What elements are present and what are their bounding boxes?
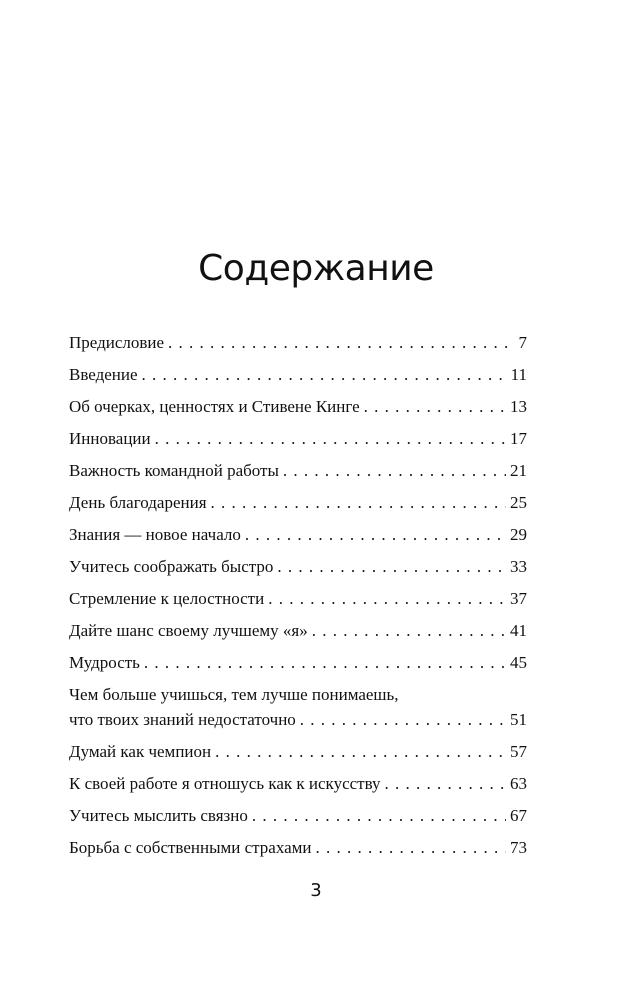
toc-dot-leader <box>215 739 506 764</box>
toc-dot-leader <box>245 522 506 547</box>
toc-entry <box>69 650 527 682</box>
toc-entry <box>69 490 527 522</box>
toc-dot-leader <box>364 394 506 419</box>
toc-entry-title: Учитесь соображать быстро <box>69 557 274 576</box>
toc-dot-leader <box>316 835 506 860</box>
toc-entry-title: Знания — новое начало <box>69 525 241 544</box>
toc-entry-page: 21 <box>510 461 527 480</box>
toc-entry <box>69 362 527 394</box>
toc-entry-page: 57 <box>510 742 527 761</box>
toc-dot-leader <box>144 650 506 675</box>
toc-entry-page: 45 <box>510 653 527 672</box>
toc-entry-title: Введение <box>69 365 138 384</box>
toc-entry <box>69 554 527 586</box>
toc-dot-leader <box>283 458 506 483</box>
toc-entry <box>69 522 527 554</box>
toc-entry-title: Важность командной работы <box>69 461 279 480</box>
toc-entry <box>69 586 527 618</box>
toc-entry-page: 67 <box>510 806 527 825</box>
toc-entry-title: День благодарения <box>69 493 207 512</box>
page-title: Содержание <box>198 248 434 289</box>
toc-entry-title: Учитесь мыслить связно <box>69 806 248 825</box>
toc-entry-page: 41 <box>510 621 527 640</box>
toc-entry-page: 17 <box>510 429 527 448</box>
toc-entry-title: Борьба с собственными страхами <box>69 838 312 857</box>
toc-entry <box>69 458 527 490</box>
toc-entry-title: Мудрость <box>69 653 140 672</box>
toc-entry-page: 37 <box>510 589 527 608</box>
page-number: 3 <box>310 880 322 901</box>
toc-entry-title: Об очерках, ценностях и Стивене Кинге <box>69 397 360 416</box>
toc-entry-page: 11 <box>510 365 527 384</box>
toc-dot-leader <box>312 618 506 643</box>
toc-entry-page: 29 <box>510 525 527 544</box>
toc-entry <box>69 618 527 650</box>
toc-dot-leader <box>268 586 506 611</box>
toc-dot-leader <box>142 362 507 387</box>
toc-dot-leader <box>252 803 506 828</box>
toc-entry-title: Дайте шанс своему лучшему «я» <box>69 621 308 640</box>
toc-entry-page: 25 <box>510 493 527 512</box>
toc-entry-title: Инновации <box>69 429 151 448</box>
toc-entry-title: К своей работе я отношусь как к искусству <box>69 774 381 793</box>
toc-entry-page: 33 <box>510 557 527 576</box>
toc-entry <box>69 771 527 803</box>
toc-entry-page: 73 <box>510 838 527 857</box>
toc-entry-page: 13 <box>510 397 527 416</box>
toc-entry-page: 63 <box>510 774 527 793</box>
toc-entry <box>69 426 527 458</box>
toc-entry-page: 51 <box>510 710 527 729</box>
toc-entry-title: Стремление к целостности <box>69 589 265 608</box>
toc-entry-title-line1: Чем больше учишься, тем лучше понимаешь, <box>69 685 399 704</box>
toc-dot-leader <box>168 330 514 355</box>
toc-dot-leader <box>211 490 506 515</box>
table-of-contents <box>69 330 527 867</box>
toc-entry-page: 7 <box>518 333 527 352</box>
toc-dot-leader <box>300 707 506 732</box>
toc-entry <box>69 330 527 362</box>
toc-dot-leader <box>155 426 506 451</box>
toc-entry-title-line2: что твоих знаний недостаточно <box>69 710 296 729</box>
toc-dot-leader <box>385 771 506 796</box>
toc-entry-title: Думай как чемпион <box>69 742 212 761</box>
toc-entry <box>69 835 527 867</box>
toc-entry-title: Предисловие <box>69 333 165 352</box>
toc-dot-leader <box>277 554 506 579</box>
toc-entry <box>69 394 527 426</box>
toc-entry-second-line <box>69 707 527 732</box>
toc-entry <box>69 682 527 732</box>
toc-entry <box>69 739 527 771</box>
toc-entry <box>69 803 527 835</box>
